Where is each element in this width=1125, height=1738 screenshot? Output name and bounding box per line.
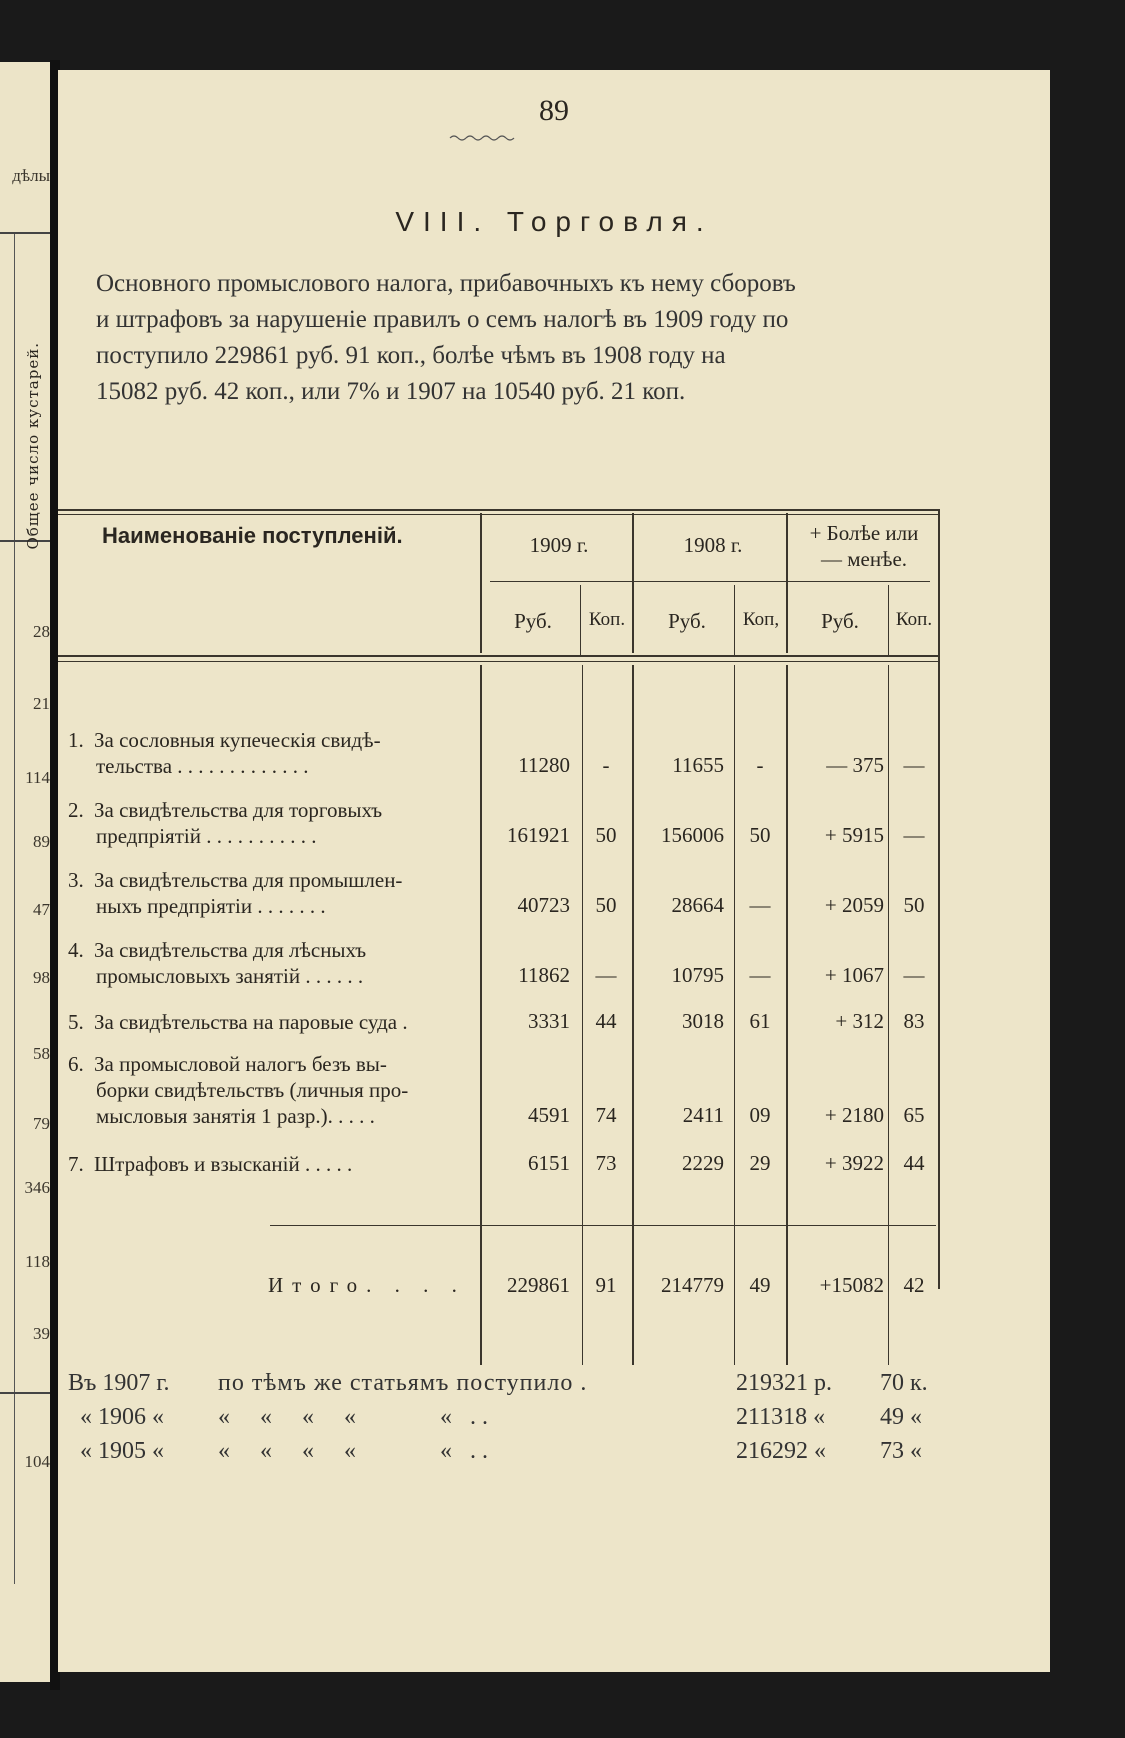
cell-kop-1909: 50: [595, 893, 617, 917]
table-column-rule: [582, 665, 583, 1365]
row-name-line: За свидѣтельства на паровые суда .: [94, 1010, 408, 1034]
total-kop-1909: 91: [595, 1273, 617, 1297]
paragraph-line: и штрафовъ за нарушеніе правилъ о семъ налогѣ въ 1909 году по: [96, 306, 789, 333]
cell-kop-1908: 09: [749, 1103, 771, 1127]
cell-kop-1908: 29: [749, 1151, 771, 1175]
cell-kop-1908: 50: [749, 823, 771, 847]
summary-amount: 211318 «: [736, 1404, 826, 1430]
left-page-number: 58: [33, 1044, 50, 1063]
cell-rub-1909: 161921: [507, 823, 570, 847]
book-page: [58, 70, 1050, 1672]
table-column-rule: [480, 665, 482, 1365]
row-name: [68, 867, 480, 919]
left-page-word: дѣлы: [12, 166, 50, 185]
summary-year: « 1905 «: [80, 1438, 164, 1464]
left-page-fragment: [0, 62, 56, 1682]
row-number: 1.: [68, 728, 84, 752]
revenue-table: [58, 435, 1050, 1365]
row-name-line: За сословныя купеческія свидѣ-: [94, 728, 381, 752]
header-kop: Коп.: [588, 609, 626, 630]
row-name: [68, 1051, 480, 1129]
table-header-bottom-rule: [58, 661, 938, 662]
row-number: 5.: [68, 1010, 84, 1034]
cell-kop-diff: 65: [903, 1103, 925, 1127]
row-name-line: За свидѣтельства для лѣсныхъ: [94, 938, 367, 962]
table-top-rule: [58, 514, 938, 515]
cell-rub-1908: 2229: [682, 1151, 724, 1175]
cell-rub-1909: 11280: [518, 753, 570, 777]
header-rub: Руб.: [668, 609, 706, 633]
row-number: 7.: [68, 1152, 84, 1176]
cell-kop-1908: 61: [749, 1009, 771, 1033]
total-label: Итого. . . .: [268, 1273, 466, 1297]
cell-rub-diff: + 2059: [824, 893, 884, 917]
cell-rub-1909: 4591: [528, 1103, 570, 1127]
cell-kop-diff: 50: [903, 893, 925, 917]
cell-rub-1909: 11862: [518, 963, 570, 987]
table-column-rule: [734, 585, 735, 655]
table-column-rule: [632, 665, 634, 1365]
row-name-line: тельства . . . . . . . . . . . . .: [96, 754, 309, 778]
paragraph-line: поступило 229861 руб. 91 коп., болѣе чѣмъ въ 1908 году на: [96, 342, 726, 369]
cell-kop-diff: —: [903, 823, 925, 847]
page-number-ornament: [448, 134, 518, 142]
cell-rub-1909: 40723: [517, 893, 570, 917]
summary-text: « « « « « . .: [218, 1404, 488, 1430]
left-page-column-rule: [14, 234, 15, 1584]
cell-kop-1909: 44: [595, 1009, 617, 1033]
previous-years-summary: [68, 1370, 1028, 1472]
cell-rub-1908: 11655: [672, 753, 724, 777]
row-number: 4.: [68, 938, 84, 962]
table-column-rule: [480, 513, 482, 653]
left-page-number: 89: [33, 832, 50, 851]
row-name-line: промысловыхъ занятій . . . . . .: [96, 964, 364, 988]
cell-rub-1908: 10795: [671, 963, 724, 987]
cell-rub-diff: — 375: [826, 753, 884, 777]
header-kop: Коп,: [742, 609, 780, 630]
table-header-bottom-rule: [58, 655, 938, 657]
table-column-rule: [734, 665, 735, 1365]
row-name-line: борки свидѣтельствъ (личныя про-: [96, 1078, 409, 1102]
cell-kop-1908: —: [749, 963, 771, 987]
left-page-number: 346: [24, 1178, 50, 1197]
table-right-rule: [938, 509, 940, 1289]
row-number: 6.: [68, 1052, 84, 1076]
table-top-rule: [58, 509, 938, 511]
cell-rub-diff: + 3922: [824, 1151, 884, 1175]
summary-kop: 73 «: [880, 1438, 922, 1464]
left-page-number: 21: [33, 694, 50, 713]
cell-kop-diff: —: [903, 753, 925, 777]
row-name-line: мысловыя занятія 1 разр.). . . . .: [96, 1104, 375, 1128]
summary-line: [68, 1404, 1028, 1438]
cell-kop-1909: 73: [595, 1151, 617, 1175]
header-rub: Руб.: [821, 609, 859, 633]
total-rub-1908: 214779: [661, 1273, 724, 1297]
total-rub-1909: 229861: [507, 1273, 570, 1297]
left-page-number: 28: [33, 622, 50, 641]
left-page-number: 118: [25, 1252, 50, 1271]
header-1909: 1909 г.: [529, 533, 589, 557]
table-column-rule: [632, 513, 634, 653]
cell-kop-diff: 83: [903, 1009, 925, 1033]
left-page-number: 47: [33, 900, 50, 919]
header-1908: 1908 г.: [683, 533, 743, 557]
cell-rub-1908: 156006: [661, 823, 724, 847]
row-name: [68, 1151, 480, 1177]
paragraph-line: 15082 руб. 42 коп., или 7% и 1907 на 10540 руб. 21 коп.: [96, 378, 686, 405]
summary-text: по тѣмъ же статьямъ поступило .: [218, 1370, 588, 1396]
left-page-number: 104: [24, 1452, 50, 1471]
cell-kop-1908: —: [749, 893, 771, 917]
cell-rub-1908: 2411: [682, 1103, 724, 1127]
header-kop: Коп.: [895, 609, 933, 630]
row-name: [68, 1009, 480, 1035]
cell-kop-1909: 74: [595, 1103, 617, 1127]
row-number: 2.: [68, 798, 84, 822]
left-page-number: 79: [33, 1114, 50, 1133]
total-rule: [270, 1225, 936, 1226]
row-name: [68, 937, 480, 989]
row-name-line: За свидѣтельства для торговыхъ: [94, 798, 383, 822]
cell-kop-diff: —: [903, 963, 925, 987]
table-column-rule: [888, 665, 889, 1365]
summary-year: Въ 1907 г.: [68, 1370, 170, 1396]
cell-kop-1909: 50: [595, 823, 617, 847]
summary-kop: 70 к.: [880, 1370, 928, 1396]
page-number: 89: [539, 94, 569, 127]
left-page-number: 114: [25, 768, 50, 787]
cell-rub-1909: 6151: [528, 1151, 570, 1175]
cell-rub-diff: + 2180: [824, 1103, 884, 1127]
cell-rub-diff: + 312: [835, 1009, 884, 1033]
cell-kop-1909: -: [602, 753, 610, 777]
left-page-vertical-heading: Общее число кустарей.: [24, 342, 42, 550]
summary-line: [68, 1370, 1028, 1404]
cell-kop-diff: 44: [903, 1151, 925, 1175]
table-column-rule: [580, 585, 581, 655]
left-page-rule: [0, 232, 56, 234]
cell-rub-diff: + 1067: [824, 963, 884, 987]
table-column-rule: [888, 585, 889, 655]
table-column-rule: [786, 513, 788, 653]
cell-rub-1909: 3331: [528, 1009, 570, 1033]
table-column-rule: [786, 665, 788, 1365]
row-name: [68, 727, 480, 779]
cell-kop-1909: —: [595, 963, 617, 987]
summary-amount: 216292 «: [736, 1438, 826, 1464]
summary-year: « 1906 «: [80, 1404, 164, 1430]
cell-rub-1908: 28664: [671, 893, 724, 917]
left-page-rule: [0, 1392, 56, 1394]
row-name-line: ныхъ предпріятіи . . . . . . .: [96, 894, 326, 918]
intro-paragraph: [96, 266, 1016, 410]
row-number: 3.: [68, 868, 84, 892]
header-rub: Руб.: [514, 609, 552, 633]
summary-amount: 219321 р.: [736, 1370, 832, 1396]
row-name-line: За свидѣтельства для промышлен-: [94, 868, 403, 892]
row-name-line: Штрафовъ и взысканій . . . . .: [94, 1152, 353, 1176]
cell-kop-1908: -: [756, 753, 764, 777]
cell-rub-1908: 3018: [682, 1009, 724, 1033]
total-kop-diff: 42: [903, 1273, 925, 1297]
total-kop-1908: 49: [749, 1273, 771, 1297]
summary-kop: 49 «: [880, 1404, 922, 1430]
header-diff-line1: + Болѣе или: [809, 521, 919, 545]
left-page-number: 39: [33, 1324, 50, 1343]
row-name-line: предпріятій . . . . . . . . . . .: [96, 824, 317, 848]
row-name: [68, 797, 480, 849]
cell-rub-diff: + 5915: [824, 823, 884, 847]
row-name-line: За промысловой налогъ безъ вы-: [94, 1052, 387, 1076]
left-page-number: 98: [33, 968, 50, 987]
summary-text: « « « « « . .: [218, 1438, 488, 1464]
header-diff-line2: — менѣе.: [820, 547, 908, 571]
table-header-subrule: [490, 581, 930, 582]
summary-line: [68, 1438, 1028, 1472]
total-rub-diff: +15082: [819, 1273, 884, 1297]
section-title: VIII. Торговля.: [395, 206, 713, 237]
header-name-column: Наименованіе поступленій.: [102, 523, 403, 548]
paragraph-line: Основного промыслового налога, прибавочныхъ къ нему сборовъ: [96, 270, 796, 297]
